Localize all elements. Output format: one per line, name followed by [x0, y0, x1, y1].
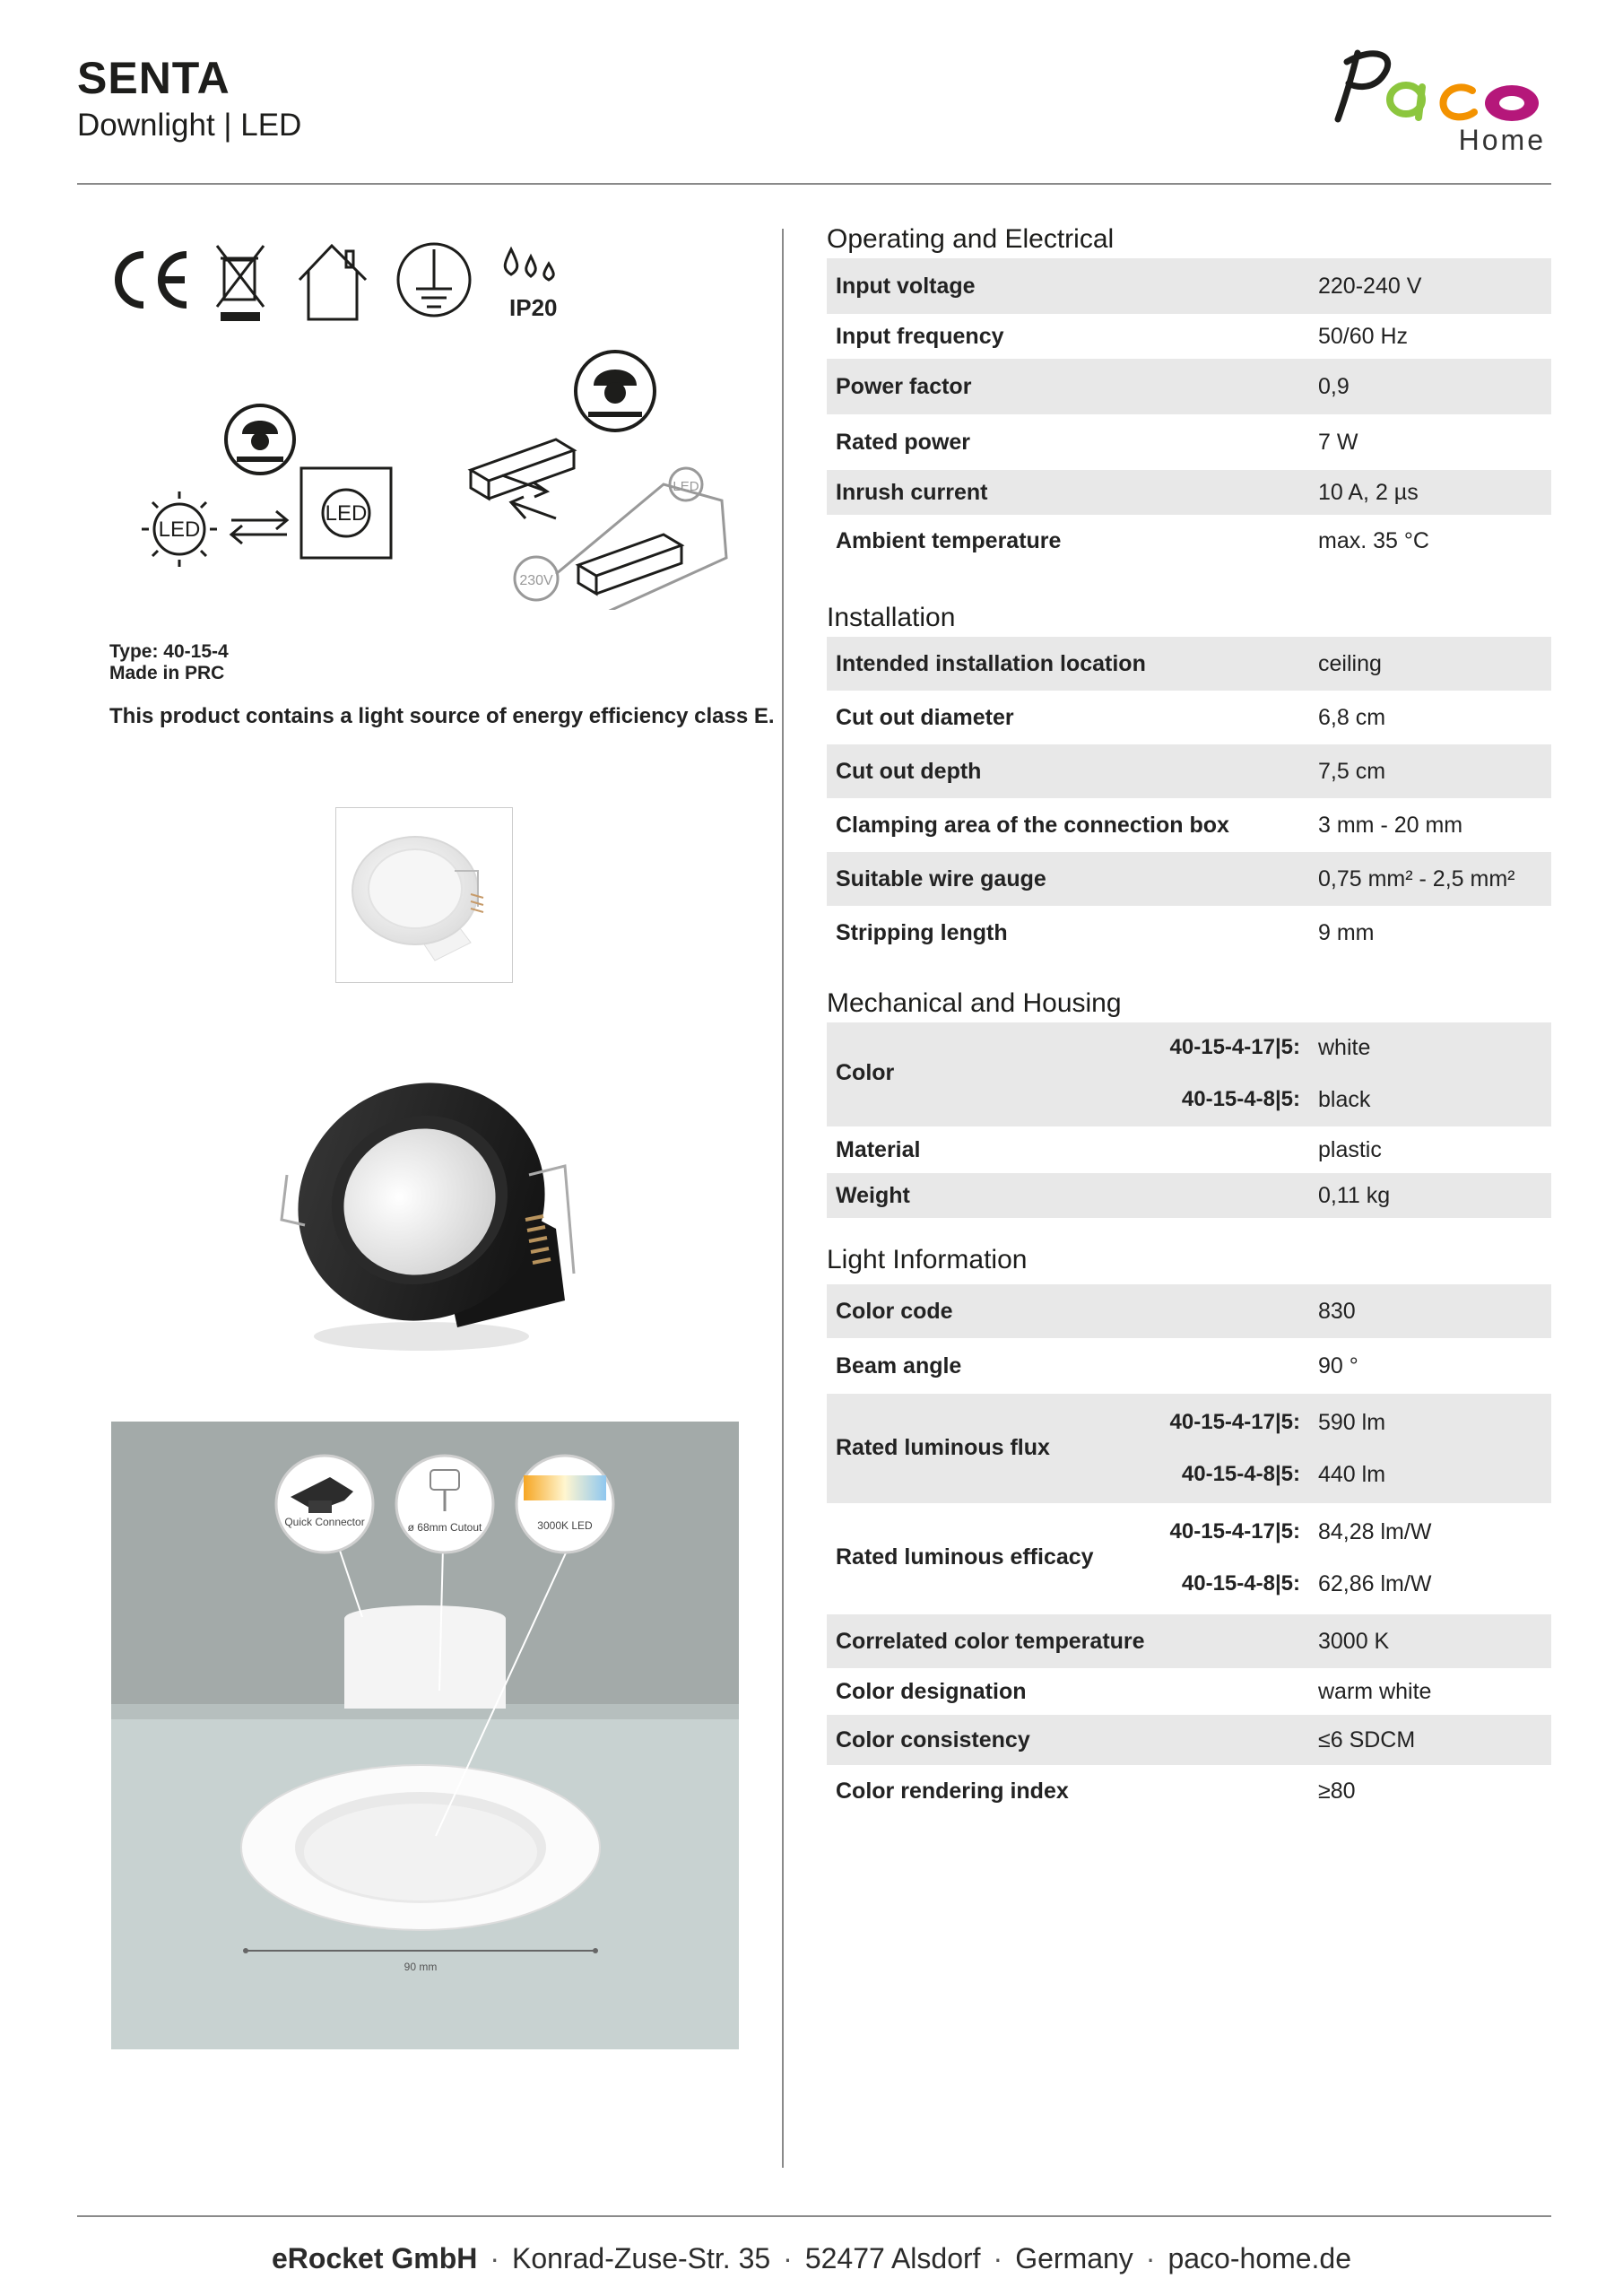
street-address: Konrad-Zuse-Str. 35 [512, 2242, 771, 2274]
spec-row [827, 744, 1551, 798]
spec-value: 7 W [1318, 429, 1358, 455]
spec-label: Input frequency [836, 323, 1004, 349]
spec-row [827, 798, 1551, 852]
spec-row [827, 906, 1551, 960]
spec-label: Inrush current [836, 479, 988, 505]
country: Germany [1015, 2242, 1133, 2274]
led-module-icon [301, 468, 391, 558]
cutout-callout [396, 1456, 493, 1552]
variant-sku: 40-15-4-17|5: [1169, 1519, 1300, 1544]
variant-value: 62,86 lm/W [1318, 1571, 1432, 1596]
paco-home-logo [1320, 40, 1553, 166]
energy-efficiency-note: This product contains a light source of energy efficiency class E. [109, 704, 775, 728]
light-table [827, 1284, 1551, 1817]
spec-label: Cut out diameter [836, 704, 1014, 730]
spec-value: 0,75 mm² - 2,5 mm² [1318, 865, 1515, 891]
header-divider [77, 183, 1551, 185]
variant-value: 590 lm [1318, 1410, 1386, 1435]
spec-row [827, 691, 1551, 744]
section-title-installation: Installation [827, 603, 956, 632]
installation-table [827, 637, 1551, 960]
svg-text:230V: 230V [519, 573, 553, 588]
svg-text:3000K LED: 3000K LED [537, 1519, 593, 1532]
spec-label: Beam angle [836, 1352, 962, 1378]
section-title-operating: Operating and Electrical [827, 224, 1115, 254]
section-title-light: Light Information [827, 1245, 1028, 1274]
spec-row [827, 1338, 1551, 1394]
quick-connector-callout [276, 1456, 373, 1552]
operating-table [827, 258, 1551, 567]
origin-line: Made in PRC [109, 663, 225, 683]
spec-row [827, 1765, 1551, 1817]
spec-row [827, 258, 1551, 314]
spec-value: 6,8 cm [1318, 704, 1386, 730]
spec-value: ≤6 SDCM [1318, 1726, 1416, 1752]
type-line: Type: 40-15-4 [109, 641, 229, 662]
svg-text:ø 68mm Cutout: ø 68mm Cutout [407, 1521, 482, 1534]
spec-value: 3 mm - 20 mm [1318, 812, 1463, 838]
led-driver-icon [471, 439, 726, 610]
white-downlight-thumbnail [335, 807, 513, 983]
spec-value: warm white [1318, 1678, 1432, 1704]
spec-row [827, 1173, 1551, 1218]
spec-label: Clamping area of the connection box [836, 812, 1229, 838]
variant-sku: 40-15-4-17|5: [1169, 1035, 1300, 1059]
spec-label: Stripping length [836, 919, 1008, 945]
svg-text:LED: LED [673, 479, 699, 494]
variant-value: 84,28 lm/W [1318, 1519, 1432, 1544]
spec-label: Color consistency [836, 1726, 1030, 1752]
spec-value: ceiling [1318, 650, 1382, 676]
certification-icons [106, 235, 572, 325]
spec-row [827, 1126, 1551, 1173]
spec-row [827, 314, 1551, 359]
product-subtitle: Downlight | LED [77, 108, 302, 143]
product-title: SENTA [77, 53, 230, 103]
spec-row [827, 414, 1551, 470]
spec-row [827, 1284, 1551, 1338]
section-title-mechanical: Mechanical and Housing [827, 988, 1122, 1018]
ip-rating-label: IP20 [509, 294, 558, 321]
weee-bin-icon [217, 246, 264, 321]
indoor-house-icon [299, 246, 366, 319]
spec-value: 830 [1318, 1298, 1356, 1324]
spec-row [827, 359, 1551, 414]
color-temperature-callout [516, 1456, 613, 1552]
spec-label: Suitable wire gauge [836, 865, 1046, 891]
professional-installer-icon [226, 405, 294, 474]
spec-value: 0,11 kg [1318, 1182, 1391, 1208]
city: 52477 Alsdorf [804, 2242, 981, 2274]
mains-voltage-icon [515, 557, 558, 600]
professional-installer-icon [576, 352, 655, 430]
footer-address: eRocket GmbH · Konrad-Zuse-Str. 35 · 52477 Alsdorf · Germany · paco-home.de [271, 2242, 1352, 2274]
led-icon-small [670, 468, 702, 500]
variant-sku: 40-15-4-17|5: [1169, 1410, 1300, 1434]
spec-label: Color code [836, 1298, 953, 1324]
spec-row-color [827, 1022, 1551, 1126]
variant-line [827, 1033, 1551, 1064]
spec-row [827, 1668, 1551, 1715]
dimension-label: 90 mm [404, 1961, 438, 1973]
spec-label: Intended installation location [836, 650, 1146, 676]
spec-value: plastic [1318, 1136, 1382, 1162]
website-link[interactable]: paco-home.de [1167, 2242, 1352, 2274]
spec-label: Color designation [836, 1678, 1027, 1704]
variant-line [827, 1518, 1551, 1548]
spec-value: 10 A, 2 µs [1318, 479, 1419, 505]
variant-value: white [1318, 1035, 1371, 1060]
variant-line [827, 1460, 1551, 1491]
spec-value: 7,5 cm [1318, 758, 1386, 784]
variant-line [827, 1085, 1551, 1116]
variant-line [827, 1570, 1551, 1600]
product-type-info [109, 641, 229, 684]
spec-label: Rated luminous efficacy [836, 1544, 1094, 1570]
spec-row-efficacy [827, 1503, 1551, 1614]
variant-sku: 40-15-4-8|5: [1181, 1462, 1300, 1486]
spec-value: 9 mm [1318, 919, 1375, 945]
led-bulb-icon [142, 491, 217, 567]
spec-row [827, 470, 1551, 515]
spec-label: Color rendering index [836, 1778, 1069, 1804]
installation-scene-image [111, 1422, 739, 2049]
spec-value: 50/60 Hz [1318, 323, 1409, 349]
ip20-drops-icon [505, 249, 553, 280]
spec-label: Ambient temperature [836, 527, 1062, 553]
spec-value: 220-240 V [1318, 273, 1422, 299]
spec-row [827, 515, 1551, 567]
protective-earth-icon [398, 244, 470, 316]
spec-label: Color [836, 1060, 895, 1085]
spec-label: Rated power [836, 429, 971, 455]
spec-value: 90 ° [1318, 1352, 1358, 1378]
svg-text:LED: LED [158, 517, 201, 542]
spec-row-flux [827, 1394, 1551, 1503]
variant-value: black [1318, 1087, 1371, 1112]
spec-value: 3000 K [1318, 1628, 1390, 1654]
column-divider [782, 229, 784, 2168]
variant-sku: 40-15-4-8|5: [1181, 1087, 1300, 1111]
logo-sub-text: Home [1458, 124, 1546, 156]
spec-label: Input voltage [836, 273, 976, 299]
spec-label: Correlated color temperature [836, 1628, 1145, 1654]
spec-label: Cut out depth [836, 758, 982, 784]
variant-line [827, 1408, 1551, 1439]
spec-row [827, 1715, 1551, 1765]
spec-label: Rated luminous flux [836, 1435, 1050, 1460]
replaceability-diagram [126, 350, 744, 610]
svg-text:Quick Connector: Quick Connector [284, 1516, 365, 1528]
swap-arrows-icon [231, 511, 287, 544]
spec-label: Power factor [836, 373, 972, 399]
spec-row [827, 1614, 1551, 1668]
spec-value: max. 35 °C [1318, 527, 1429, 553]
spec-label: Weight [836, 1182, 910, 1208]
spec-row [827, 852, 1551, 906]
spec-value: ≥80 [1318, 1778, 1356, 1804]
ce-mark-icon [118, 255, 187, 305]
variant-value: 440 lm [1318, 1462, 1386, 1487]
spec-value: 0,9 [1318, 373, 1350, 399]
spec-row [827, 637, 1551, 691]
svg-text:LED: LED [325, 501, 368, 526]
footer-divider [77, 2215, 1551, 2217]
black-downlight-image [269, 1040, 592, 1363]
mechanical-table [827, 1022, 1551, 1218]
spec-label: Material [836, 1136, 921, 1162]
variant-sku: 40-15-4-8|5: [1181, 1571, 1300, 1596]
company-name: eRocket GmbH [271, 2242, 478, 2274]
